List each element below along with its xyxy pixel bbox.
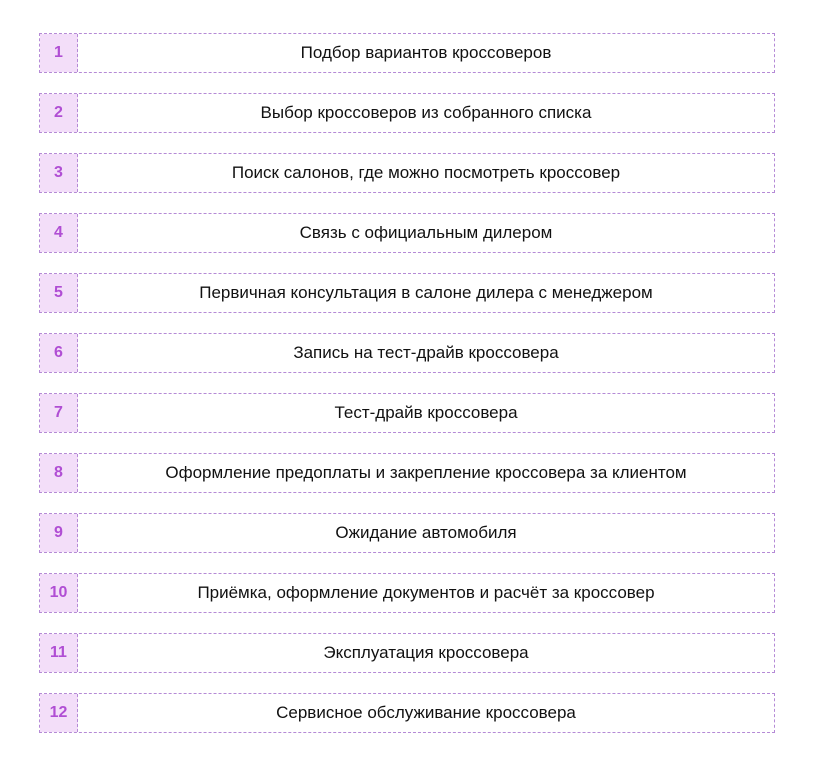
step-number: 3 bbox=[40, 154, 78, 192]
step-number: 12 bbox=[40, 694, 78, 732]
step-label: Выбор кроссоверов из собранного списка bbox=[260, 103, 592, 122]
step-row bbox=[39, 333, 775, 373]
step-label: Сервисное обслуживание кроссовера bbox=[276, 703, 576, 722]
step-row bbox=[39, 33, 775, 73]
step-label: Приёмка, оформление документов и расчёт за кроссовер bbox=[197, 583, 655, 602]
step-row bbox=[39, 393, 775, 433]
step-label: Тест-драйв кроссовера bbox=[334, 403, 518, 422]
step-number: 7 bbox=[40, 394, 78, 432]
step-number: 5 bbox=[40, 274, 78, 312]
step-row bbox=[39, 153, 775, 193]
step-label: Подбор вариантов кроссоверов bbox=[300, 43, 552, 62]
step-row bbox=[39, 693, 775, 733]
step-number: 9 bbox=[40, 514, 78, 552]
step-label: Оформление предоплаты и закрепление кроссовера за клиентом bbox=[165, 463, 687, 482]
step-number: 10 bbox=[40, 574, 78, 612]
step-row bbox=[39, 573, 775, 613]
step-row bbox=[39, 453, 775, 493]
step-label: Поиск салонов, где можно посмотреть кроссовер bbox=[231, 163, 621, 182]
step-number: 4 bbox=[40, 214, 78, 252]
step-row bbox=[39, 213, 775, 253]
step-label: Запись на тест-драйв кроссовера bbox=[293, 343, 559, 362]
step-number: 2 bbox=[40, 94, 78, 132]
step-label: Первичная консультация в салоне дилера с менеджером bbox=[199, 283, 653, 302]
step-label: Ожидание автомобиля bbox=[335, 523, 517, 542]
step-row bbox=[39, 273, 775, 313]
step-row bbox=[39, 633, 775, 673]
step-number: 1 bbox=[40, 34, 78, 72]
step-label: Эксплуатация кроссовера bbox=[323, 643, 529, 662]
step-row bbox=[39, 93, 775, 133]
step-number: 6 bbox=[40, 334, 78, 372]
step-label: Связь с официальным дилером bbox=[299, 223, 553, 242]
step-number: 11 bbox=[40, 634, 78, 672]
step-row bbox=[39, 513, 775, 553]
step-number: 8 bbox=[40, 454, 78, 492]
